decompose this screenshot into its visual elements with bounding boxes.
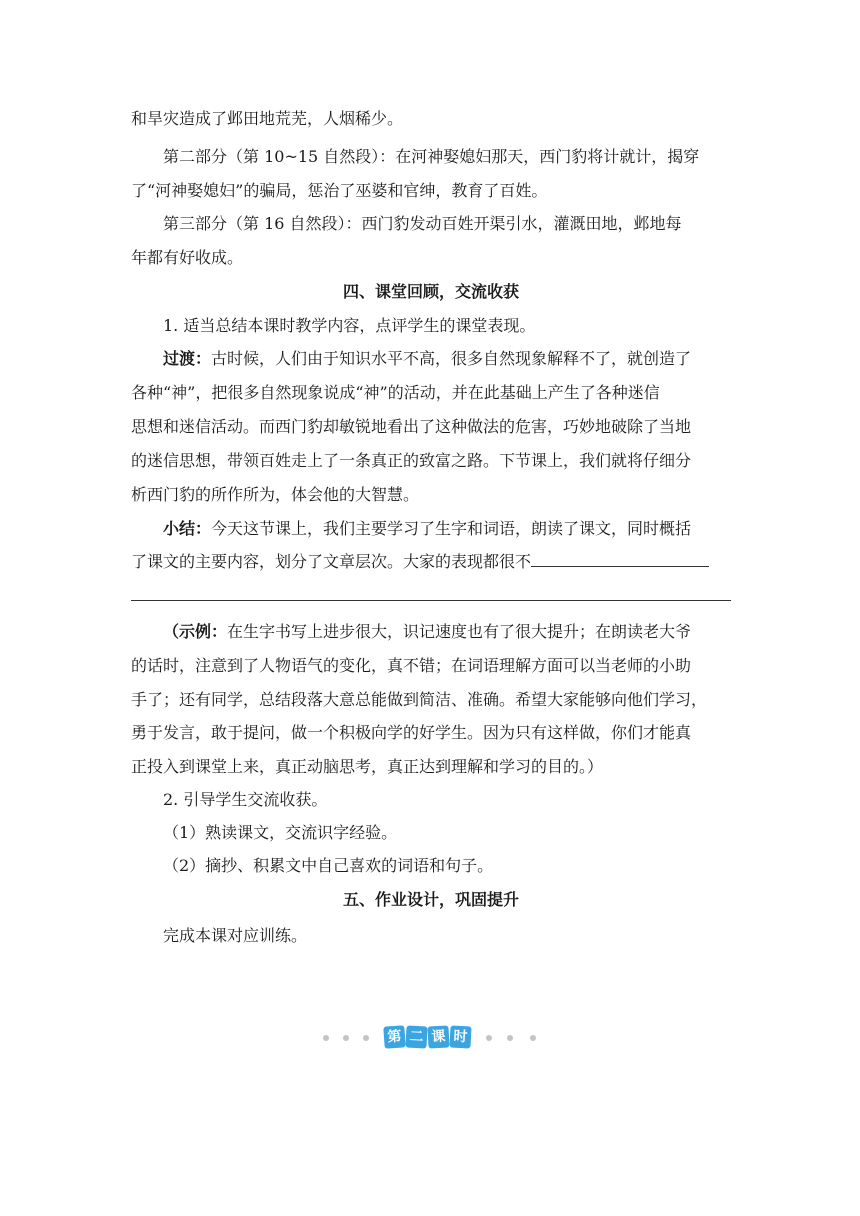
decor-dot	[323, 1035, 329, 1041]
transition-label: 过渡：	[163, 349, 212, 368]
summary-text: 了课文的主要内容，划分了文章层次。大家的表现都很不	[131, 552, 532, 571]
paragraph-line: 了“河神娶媳妇”的骗局，惩治了巫婆和官绅，教育了百姓。	[131, 181, 548, 200]
transition-first-line	[163, 348, 731, 370]
transition-text: 古时候，人们由于知识水平不高，很多自然现象解释不了，就创造了	[211, 349, 692, 368]
paragraph-line: 思想和迷信活动。而西门豹却敏锐地看出了这种做法的危害，巧妙地破除了当地	[131, 417, 692, 436]
decor-dot	[363, 1035, 369, 1041]
list-subitem: （1）熟读课文，交流识字经验。	[163, 823, 398, 842]
decor-dot	[507, 1035, 513, 1041]
lesson-marker	[0, 1024, 860, 1052]
paragraph-line: 正投入到课堂上来，真正动脑思考，真正达到理解和学习的目的。）	[131, 757, 604, 776]
example-text: 在生字书写上进步很大，识记速度也有了很大提升；在朗读老大爷	[227, 622, 692, 641]
paragraph-line: 和旱灾造成了邺田地荒芜，人烟稀少。	[131, 109, 404, 128]
decor-dot	[486, 1035, 492, 1041]
answer-blank-line[interactable]	[131, 600, 731, 601]
homework-text: 完成本课对应训练。	[163, 926, 308, 945]
answer-blank[interactable]	[531, 552, 709, 567]
paragraph-line: 的迷信思想，带领百姓走上了一条真正的致富之路。下节课上，我们就将仔细分	[131, 451, 692, 470]
paragraph-line: 第二部分（第 10~15 自然段）：在河神娶媳妇那天，西门豹将计就计，揭穿	[163, 147, 700, 166]
summary-text: 今天这节课上，我们主要学习了生字和词语，朗读了课文，同时概括	[211, 519, 692, 538]
summary-first-line	[163, 518, 731, 540]
paragraph-line: 手了；还有同学，总结段落大意总能做到简洁、准确。希望大家能够向他们学习，	[131, 690, 708, 709]
paragraph-line: 析西门豹的所作所为，体会他的大智慧。	[131, 485, 420, 504]
section-heading: 五、作业设计，巩固提升	[342, 890, 519, 909]
lesson-badge-char: 第	[383, 1025, 405, 1048]
section-heading: 四、课堂回顾，交流收获	[342, 282, 519, 301]
paragraph-line: 第三部分（第 16 自然段）：西门豹发动百姓开渠引水，灌溉田地，邺地每	[163, 214, 682, 233]
summary-second-line	[131, 551, 731, 573]
paragraph-line: 勇于发言，敢于提问，做一个积极向学的好学生。因为只有这样做，你们才能真	[131, 723, 692, 742]
list-item: 2. 引导学生交流收获。	[163, 790, 328, 809]
example-label: （示例：	[163, 622, 228, 641]
lesson-badge-char: 二	[405, 1025, 427, 1048]
list-subitem: （2）摘抄、积累文中自己喜欢的词语和句子。	[163, 856, 494, 875]
decor-dot	[343, 1035, 349, 1041]
example-first-line	[163, 621, 731, 643]
summary-label: 小结：	[163, 519, 212, 538]
lesson-badge-char: 课	[427, 1025, 449, 1048]
paragraph-line: 的话时，注意到了人物语气的变化，真不错；在词语理解方面可以当老师的小助	[131, 656, 692, 675]
lesson-badge-char: 时	[449, 1025, 471, 1048]
decor-dot	[530, 1035, 536, 1041]
paragraph-line: 年都有好收成。	[131, 248, 244, 267]
list-item: 1. 适当总结本课时教学内容，点评学生的课堂表现。	[163, 316, 536, 335]
paragraph-line: 各种“神”，把很多自然现象说成“神”的活动，并在此基础上产生了各种迷信	[131, 383, 660, 402]
